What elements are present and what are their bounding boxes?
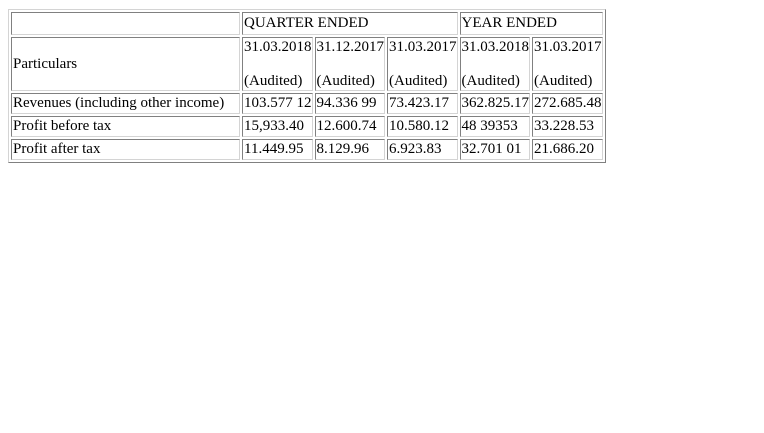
row-label: Profit after tax <box>11 139 240 160</box>
column-date: 31.03.2017 <box>389 39 457 55</box>
table-cell: 21.686.20 <box>532 139 603 160</box>
table-cell: 11.449.95 <box>242 139 313 160</box>
date-header-row <box>11 37 603 91</box>
table-cell: 73.423.17 <box>387 93 458 114</box>
table-cell: 362.825.17 <box>460 93 531 114</box>
row-label: Revenues (including other income) <box>11 93 240 114</box>
column-date: 31.03.2018 <box>461 39 529 55</box>
table-cell: 94.336 99 <box>315 93 386 114</box>
table-cell: 103.577 12 <box>242 93 313 114</box>
column-header-y1 <box>460 37 531 91</box>
column-date: 31.03.2018 <box>244 39 312 55</box>
column-header-q3 <box>387 37 458 91</box>
column-date: 31.03.2017 <box>534 39 602 55</box>
column-audit-status: (Audited) <box>244 73 303 89</box>
particulars-header: Particulars <box>11 37 240 91</box>
column-header-q1 <box>242 37 313 91</box>
table-cell: 12.600.74 <box>315 116 386 137</box>
table-cell: 6.923.83 <box>387 139 458 160</box>
column-header-q2 <box>315 37 386 91</box>
table-cell: 15,933.40 <box>242 116 313 137</box>
column-header-y2 <box>532 37 603 91</box>
column-audit-status: (Audited) <box>389 73 448 89</box>
empty-corner-cell <box>11 12 240 35</box>
table-cell: 48 39353 <box>460 116 531 137</box>
table-row-profit-after-tax <box>11 139 603 160</box>
table-cell: 33.228.53 <box>532 116 603 137</box>
column-audit-status: (Audited) <box>461 73 520 89</box>
column-audit-status: (Audited) <box>316 73 375 89</box>
table-row-revenues <box>11 93 603 114</box>
column-date: 31.12.2017 <box>316 39 384 55</box>
row-label: Profit before tax <box>11 116 240 137</box>
year-ended-header: YEAR ENDED <box>460 12 603 35</box>
table-cell: 8.129.96 <box>315 139 386 160</box>
quarter-ended-header: QUARTER ENDED <box>242 12 458 35</box>
table-cell: 10.580.12 <box>387 116 458 137</box>
group-header-row <box>11 12 603 35</box>
table-cell: 272.685.48 <box>532 93 603 114</box>
column-audit-status: (Audited) <box>534 73 593 89</box>
table-row-profit-before-tax <box>11 116 603 137</box>
table-cell: 32.701 01 <box>460 139 531 160</box>
financial-results-table <box>8 9 606 163</box>
